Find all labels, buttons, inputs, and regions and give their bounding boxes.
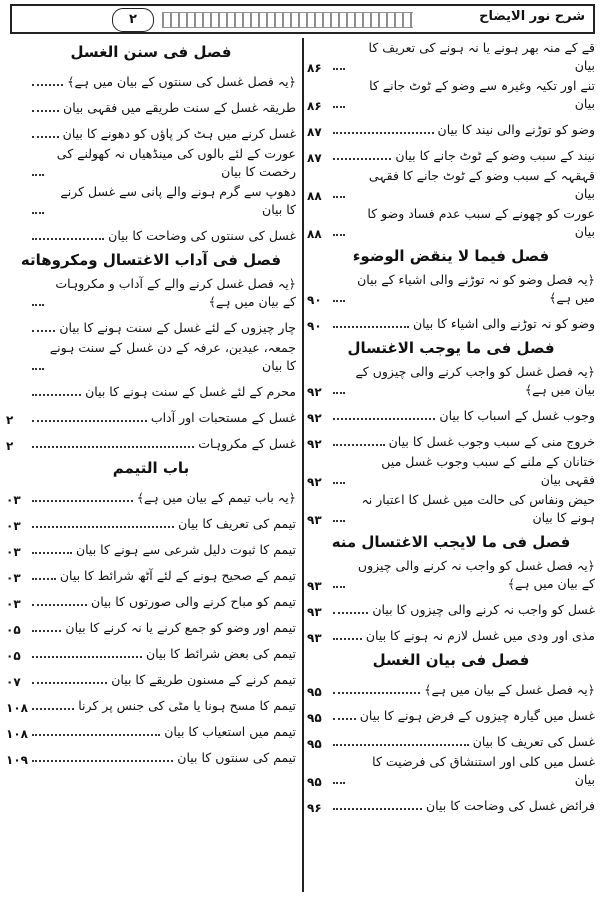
entry-page-number: ۸۶ [307, 61, 322, 75]
entry-page-number: ۸۷ [307, 151, 322, 165]
toc-entry[interactable] [6, 312, 296, 338]
toc-entry[interactable] [307, 166, 595, 204]
entry-title: حیض ونفاس کی حالت میں غسل کا اعتبار نہ ہونے کا بیان [361, 492, 595, 525]
leader-dots [333, 612, 368, 614]
toc-entry[interactable] [307, 726, 595, 752]
entry-page-number: ۹۵ [307, 737, 322, 751]
leader-dots [333, 692, 420, 694]
toc-entry[interactable] [6, 690, 296, 716]
toc-entry[interactable] [6, 428, 296, 454]
entry-title: تنے اور تکیہ وغیرہ سے وضو کے ٹوٹ جانے کا بیان [369, 78, 595, 111]
leader-dots [32, 84, 63, 86]
entry-page-number: ۹۳ [307, 605, 322, 619]
entry-title: ﴿یہ فصل غسل کو واجب کرنے والی چیزوں کے بیان میں ہے﴾ [355, 364, 595, 397]
entry-page-number: ۸۶ [307, 99, 322, 113]
entry-page-number: ۹۲ [307, 437, 322, 451]
entry-page-number: ۹۳ [307, 579, 322, 593]
entry-title: مذی اور ودی میں غسل لازم نہ ہونے کا بیان [365, 628, 595, 643]
entry-title: عورت کے لئے بالوں کی مینڈھیاں نہ کھولنے کی رخصت کا بیان [56, 146, 296, 179]
entry-page-number: ۹۲ [307, 411, 322, 425]
entry-title: تیمم کی سنتوں کا بیان [177, 750, 296, 765]
entry-page-number: ۹۶ [307, 801, 322, 815]
entry-title: غسل میں کلی اور استنشاق کی فرضیت کا بیان [372, 754, 595, 787]
entry-page-number: ۱۰۸ [6, 701, 28, 715]
entry-page-number: ۱۰۹ [6, 753, 28, 767]
entry-page-number: ۹۰ [307, 293, 322, 307]
leader-dots [333, 482, 345, 484]
toc-entry[interactable] [307, 674, 595, 700]
entry-title: ﴿یہ فصل وضو کو نہ توڑنے والی اشیاء کے بیان میں ہے﴾ [357, 272, 595, 305]
toc-entry[interactable] [307, 114, 595, 140]
toc-entry[interactable] [307, 490, 595, 528]
leader-dots [32, 604, 87, 606]
leader-dots [32, 304, 44, 306]
toc-entry[interactable] [307, 452, 595, 490]
leader-dots [333, 158, 391, 160]
entry-page-number: ۹۲ [307, 475, 322, 489]
leader-dots [32, 446, 194, 448]
toc-entry[interactable] [6, 118, 296, 144]
toc-entry[interactable] [6, 482, 296, 508]
entry-title: ﴿یہ باب تیمم کے بیان میں ہے﴾ [136, 490, 296, 505]
entry-page-number: ۰۳ [6, 571, 21, 585]
leader-dots [333, 808, 422, 810]
entry-page-number: ۹۰ [307, 319, 322, 333]
toc-entry[interactable] [307, 594, 595, 620]
toc-entry[interactable] [307, 426, 595, 452]
column-divider [302, 38, 304, 892]
right-column [307, 38, 595, 816]
entry-title: تیمم کرنے کے مسنون طریقے کا بیان [111, 672, 296, 687]
entry-title: غسل میں گیارہ چیزوں کے فرض ہونے کا بیان [359, 708, 595, 723]
entry-title: غسل کرنے میں ہٹ کر پاؤں کو دھونے کا بیان [62, 126, 296, 141]
toc-entry[interactable] [307, 140, 595, 166]
section-heading: فصل فی سنن الغسل [70, 43, 232, 61]
toc-entry[interactable] [307, 204, 595, 242]
toc-entry[interactable] [6, 586, 296, 612]
entry-title: دھوپ سے گرم ہونے والے پانی سے غسل کرنے کا بیان [60, 184, 296, 217]
toc-entry[interactable] [6, 220, 296, 246]
leader-dots [32, 212, 44, 214]
header-ornament [162, 12, 413, 28]
entry-page-number: ۹۲ [307, 385, 322, 399]
leader-dots [32, 368, 44, 370]
entry-title: قہقہہ کے سبب وضو کے ٹوٹ جانے کا فقہی بیان [368, 168, 595, 201]
leader-dots [32, 136, 59, 138]
section-heading: فصل فی ما یوجب الاغتسال [347, 339, 555, 357]
entry-title: ﴿یہ فصل غسل کرنے والے کے آداب و مکروہات کے بیان میں ہے﴾ [55, 276, 296, 309]
toc-entry[interactable] [6, 534, 296, 560]
entry-title: وجوب غسل کے اسباب کا بیان [439, 408, 595, 423]
entry-page-number: ۹۵ [307, 711, 322, 725]
entry-title: وضو کو نہ توڑنے والی اشیاء کا بیان [412, 316, 595, 331]
toc-entry[interactable] [307, 38, 595, 76]
toc-entry[interactable] [6, 664, 296, 690]
entry-title: عورت کو چھونے کے سبب عدم فساد وضو کا بیان [367, 206, 595, 239]
entry-page-number: ۰۳ [6, 493, 21, 507]
leader-dots [32, 526, 174, 528]
toc-entry[interactable] [6, 638, 296, 664]
leader-dots [32, 330, 55, 332]
toc-entry[interactable] [307, 76, 595, 114]
leader-dots [32, 734, 160, 736]
entry-title: چار چیزوں کے لئے غسل کے سنت ہونے کا بیان [59, 320, 296, 335]
entry-page-number: ۰۳ [6, 545, 21, 559]
entry-page-number: ۹۳ [307, 513, 322, 527]
leader-dots [32, 656, 142, 658]
section-heading: باب التیمم [112, 459, 190, 477]
toc-entry[interactable] [6, 508, 296, 534]
section-heading: فصل فیما لا ینقض الوضوء [352, 247, 550, 265]
entry-title: تیمم اور وضو کو جمع کرنے یا نہ کرنے کا بیان [65, 620, 296, 635]
entry-title: خروج منی کے سبب وجوب غسل کا بیان [388, 434, 595, 449]
entry-page-number: ۲ [6, 439, 14, 453]
entry-title: فرائض غسل کی وضاحت کا بیان [426, 798, 595, 813]
entry-title: تیمم کو مباح کرنے والی صورتوں کا بیان [91, 594, 296, 609]
leader-dots [333, 520, 345, 522]
leader-dots [32, 174, 44, 176]
toc-entry[interactable] [307, 700, 595, 726]
entry-page-number: ۸۸ [307, 189, 322, 203]
toc-entry[interactable] [6, 338, 296, 376]
leader-dots [333, 638, 362, 640]
entry-page-number: ۹۵ [307, 685, 322, 699]
leader-dots [333, 68, 345, 70]
toc-entry[interactable] [307, 362, 595, 400]
page-number: ۲ [112, 8, 154, 32]
leader-dots [333, 234, 345, 236]
leader-dots [32, 682, 107, 684]
section-heading: فصل فی ما لایجب الاغتسال منه [331, 533, 571, 551]
leader-dots [32, 552, 72, 554]
toc-entry[interactable] [6, 182, 296, 220]
toc-entry[interactable] [307, 790, 595, 816]
toc-entry[interactable] [307, 400, 595, 426]
entry-title: غسل کی سنتوں کی وضاحت کا بیان [108, 228, 296, 243]
entry-page-number: ۰۳ [6, 519, 21, 533]
leader-dots [32, 578, 56, 580]
entry-page-number: ۰۵ [6, 649, 21, 663]
toc-entry[interactable] [6, 716, 296, 742]
leader-dots [333, 718, 356, 720]
toc-entry[interactable] [6, 612, 296, 638]
entry-page-number: ۹۵ [307, 775, 322, 789]
section-heading: فصل فی آداب الاغتسال ومکروهاته [20, 251, 282, 269]
entry-title: تیمم کے صحیح ہونے کے لئے آٹھ شرائط کا بیان [59, 568, 296, 583]
leader-dots [333, 418, 435, 420]
entry-title: غسل کی تعریف کا بیان [472, 734, 595, 749]
entry-title: تیمم میں استعیاب کا بیان [164, 724, 296, 739]
entry-page-number: ۹۳ [307, 631, 322, 645]
leader-dots [32, 708, 74, 710]
entry-title: نیند کے سبب وضو کے ٹوٹ جانے کا بیان [395, 148, 595, 163]
leader-dots [333, 132, 434, 134]
entry-title: قے کے منہ بھر ہونے یا نہ ہونے کی تعریف کا بیان [368, 40, 595, 73]
toc-entry[interactable] [6, 376, 296, 402]
leader-dots [32, 760, 173, 762]
book-title: شرح نور الايضاح [479, 9, 585, 24]
leader-dots [333, 300, 345, 302]
entry-page-number: ۰۳ [6, 597, 21, 611]
entry-title: تیمم کا ثبوت دلیل شرعی سے ہونے کا بیان [75, 542, 296, 557]
entry-title: ﴿یہ فصل غسل کے بیان میں ہے﴾ [424, 682, 595, 697]
entry-title: تیمم کی تعریف کا بیان [178, 516, 296, 531]
section-heading: فصل فی بیان الغسل [372, 651, 530, 669]
leader-dots [333, 392, 345, 394]
entry-title: غسل کو واجب نہ کرنے والی چیزوں کا بیان [372, 602, 595, 617]
leader-dots [32, 630, 61, 632]
entry-page-number: ۸۷ [307, 125, 322, 139]
leader-dots [32, 110, 59, 112]
entry-title: جمعہ، عیدین، عرفہ کے دن غسل کے سنت ہونے کا بیان [49, 340, 296, 373]
leader-dots [32, 238, 104, 240]
entry-page-number: ۸۸ [307, 227, 322, 241]
entry-page-number: ۰۷ [6, 675, 21, 689]
toc-entry[interactable] [6, 560, 296, 586]
entry-title: غسل کے مکروہات [198, 436, 296, 451]
toc-entry[interactable] [6, 66, 296, 92]
toc-entry[interactable] [307, 270, 595, 308]
entry-title: وضو کو توڑنے والی نیند کا بیان [437, 122, 595, 137]
leader-dots [333, 744, 469, 746]
leader-dots [333, 444, 385, 446]
entry-page-number: ۱۰۸ [6, 727, 28, 741]
toc-entry[interactable] [6, 274, 296, 312]
entry-title: غسل کے مستحبات اور آداب [150, 410, 296, 425]
leader-dots [333, 196, 345, 198]
entry-title: ختانان کے ملنے کے سبب وجوب غسل میں فقہی بیان [381, 454, 595, 487]
leader-dots [333, 782, 345, 784]
leader-dots [32, 394, 81, 396]
leader-dots [32, 420, 147, 422]
entry-title: ﴿یہ فصل غسل کی سنتوں کے بیان میں ہے﴾ [67, 74, 296, 89]
entry-title: ﴿یہ فصل غسل کو واجب نہ کرنے والی چیزوں کے بیان میں ہے﴾ [357, 558, 595, 591]
leader-dots [333, 326, 409, 328]
toc-entry[interactable] [307, 752, 595, 790]
entry-title: تیمم کا مسح ہونا یا مٹی کی جنس پر کرنا [78, 698, 296, 713]
toc-entry[interactable] [307, 308, 595, 334]
toc-entry[interactable] [6, 92, 296, 118]
entry-title: تیمم کی بعض شرائط کا بیان [145, 646, 296, 661]
toc-entry[interactable] [6, 402, 296, 428]
entry-page-number: ۰۵ [6, 623, 21, 637]
toc-entry[interactable] [307, 556, 595, 594]
left-column [6, 38, 296, 768]
toc-entry[interactable] [6, 742, 296, 768]
entry-title: محرم کے لئے غسل کے سنت ہونے کا بیان [85, 384, 296, 399]
leader-dots [333, 586, 345, 588]
leader-dots [32, 500, 133, 502]
toc-entry[interactable] [6, 144, 296, 182]
toc-entry[interactable] [307, 620, 595, 646]
page-header [10, 4, 595, 34]
leader-dots [333, 106, 345, 108]
entry-page-number: ۲ [6, 413, 14, 427]
entry-title: طریقہ غسل کے سنت طریقے میں فقہی بیان [63, 100, 296, 115]
